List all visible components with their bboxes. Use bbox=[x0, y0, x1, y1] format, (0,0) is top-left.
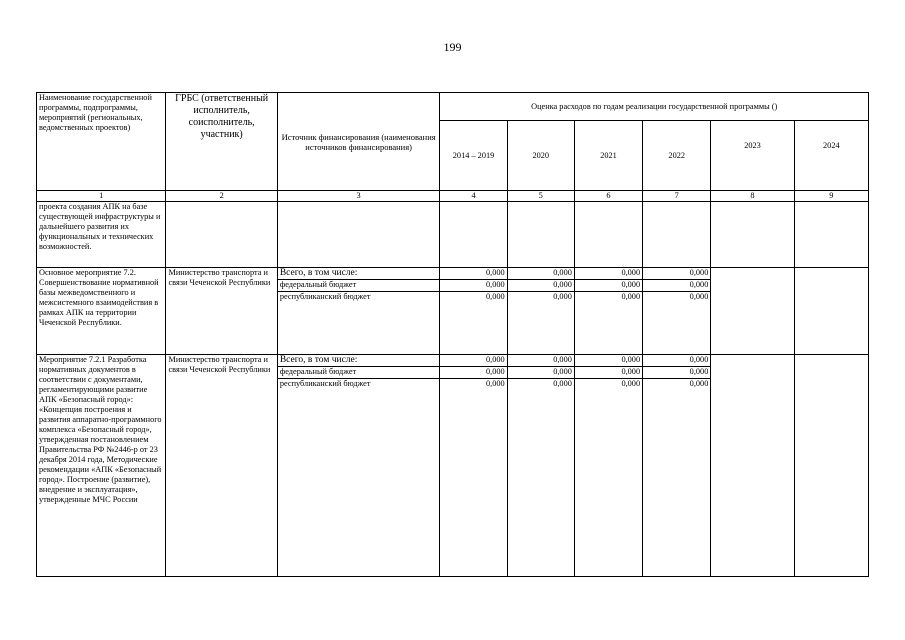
column-number: 6 bbox=[574, 191, 642, 202]
value-cell: 0,000 bbox=[574, 355, 642, 367]
header-source: Источник финансирования (наименования источников финансирования) bbox=[277, 93, 440, 191]
source-federal: федеральный бюджет bbox=[277, 280, 440, 292]
column-number: 9 bbox=[794, 191, 868, 202]
value-cell: 0,000 bbox=[643, 268, 711, 280]
header-year: 2024 bbox=[794, 121, 868, 191]
header-year: 2020 bbox=[507, 121, 574, 191]
value-cell: 0,000 bbox=[440, 292, 507, 355]
measure-name: проекта создания АПК на базе существующей инфраструктуры и дальнейшего развития их функциональных и технических возможностей. bbox=[37, 202, 166, 268]
header-year: 2021 bbox=[574, 121, 642, 191]
column-number: 8 bbox=[711, 191, 794, 202]
value-cell: 0,000 bbox=[507, 367, 574, 379]
value-cell: 0,000 bbox=[643, 367, 711, 379]
header-year: 2014 – 2019 bbox=[440, 121, 507, 191]
value-cell: 0,000 bbox=[643, 379, 711, 577]
value-cell: 0,000 bbox=[440, 355, 507, 367]
value-cell: 0,000 bbox=[574, 268, 642, 280]
column-number: 4 bbox=[440, 191, 507, 202]
value-cell: 0,000 bbox=[574, 367, 642, 379]
value-cell: 0,000 bbox=[643, 280, 711, 292]
column-number: 7 bbox=[643, 191, 711, 202]
value-cell: 0,000 bbox=[507, 355, 574, 367]
budget-table bbox=[36, 92, 869, 577]
value-cell: 0,000 bbox=[507, 268, 574, 280]
value-cell: 0,000 bbox=[440, 268, 507, 280]
value-cell: 0,000 bbox=[574, 379, 642, 577]
header-name: Наименование государственной программы, подпрограммы, мероприятий (региональных, ведомственных проектов) bbox=[37, 93, 166, 191]
source-federal: федеральный бюджет bbox=[277, 367, 440, 379]
header-grbs: ГРБС (ответственный исполнитель, соисполнитель, участник) bbox=[166, 93, 277, 191]
header-year: 2023 bbox=[711, 121, 794, 191]
value-cell: 0,000 bbox=[574, 292, 642, 355]
value-cell: 0,000 bbox=[574, 280, 642, 292]
measure-name: Мероприятие 7.2.1 Разработка нормативных документов в соответствии с документами, регламентирующими развитие АПК «Безопасный город»: «Концепция построения и развития аппаратно-программного комплекса «Безопасный город», утвержденная постановлением Правительства РФ №2446-р от 23 декабря 2014 года, Методические рекомендации «АПК «Безопасный город». Построение (развитие), внедрение и эксплуатация», утвержденные МЧС России bbox=[37, 355, 166, 577]
grbs-name: Министерство транспорта и связи Чеченской Республики bbox=[166, 268, 277, 355]
value-cell: 0,000 bbox=[507, 379, 574, 577]
value-cell: 0,000 bbox=[643, 355, 711, 367]
value-cell: 0,000 bbox=[507, 280, 574, 292]
header-year: 2022 bbox=[643, 121, 711, 191]
value-cell: 0,000 bbox=[440, 379, 507, 577]
value-cell: 0,000 bbox=[507, 292, 574, 355]
measure-name: Основное мероприятие 7.2. Совершенствование нормативной базы межведомственного и межсистемного взаимодействия в рамках АПК на территории Чеченской Республики. bbox=[37, 268, 166, 355]
column-number: 5 bbox=[507, 191, 574, 202]
column-number: 2 bbox=[166, 191, 277, 202]
source-republic: республиканский бюджет bbox=[277, 292, 440, 355]
page-number: 199 bbox=[443, 40, 462, 54]
column-number: 3 bbox=[277, 191, 440, 202]
value-cell: 0,000 bbox=[440, 280, 507, 292]
grbs-name: Министерство транспорта и связи Чеченской Республики bbox=[166, 355, 277, 577]
value-cell: 0,000 bbox=[643, 292, 711, 355]
source-total: Всего, в том числе: bbox=[277, 355, 440, 367]
source-republic: республиканский бюджет bbox=[277, 379, 440, 577]
column-number: 1 bbox=[37, 191, 166, 202]
header-estimate: Оценка расходов по годам реализации государственной программы () bbox=[440, 93, 869, 121]
value-cell: 0,000 bbox=[440, 367, 507, 379]
source-total: Всего, в том числе: bbox=[277, 268, 440, 280]
